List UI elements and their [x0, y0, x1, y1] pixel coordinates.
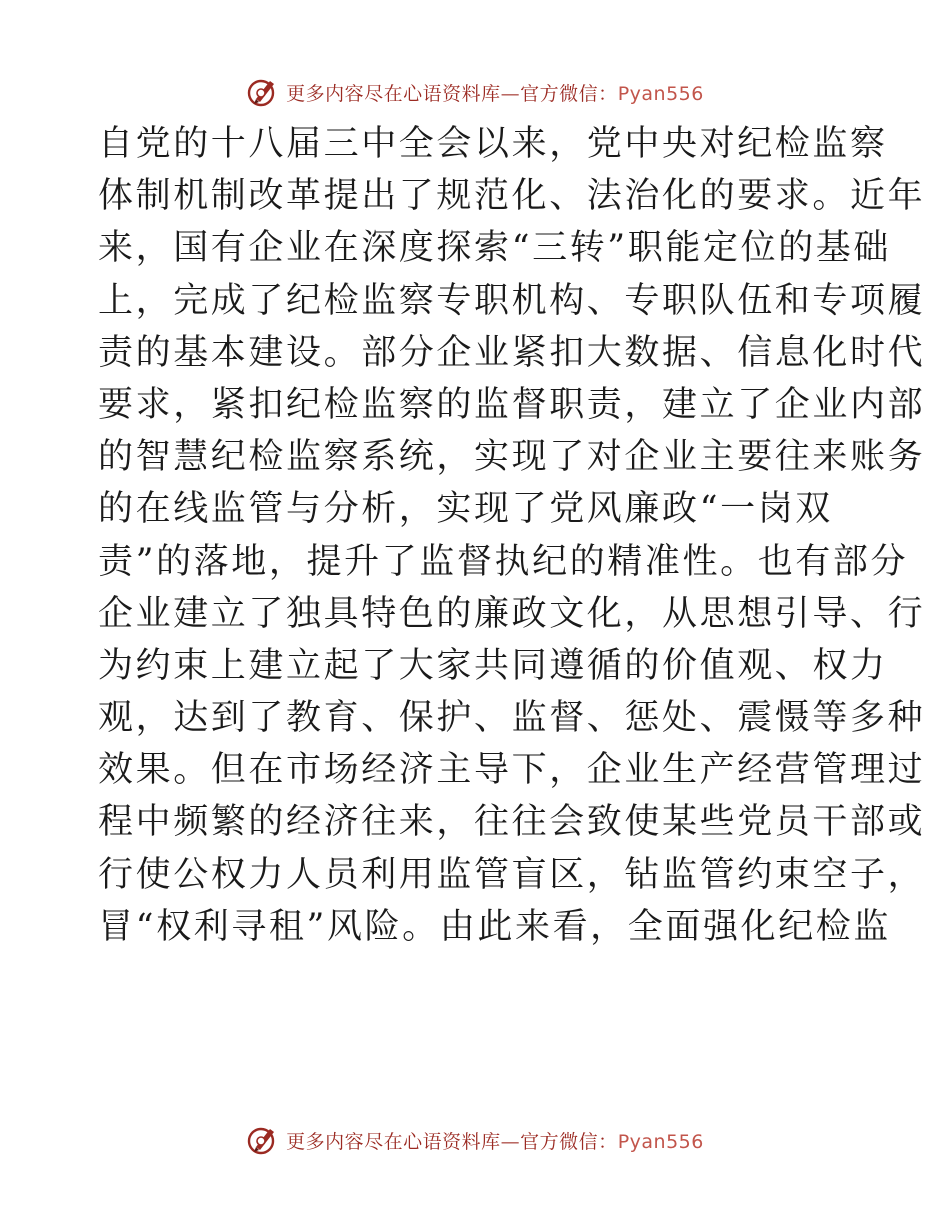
body-line: 上，完成了纪检监察专职机构、专职队伍和专项履 — [98, 280, 926, 321]
footer-banner — [0, 1120, 950, 1160]
body-line: 体制机制改革提出了规范化、法治化的要求。近年 — [98, 176, 926, 217]
footer-promo-text — [286, 1127, 704, 1154]
document-body — [98, 118, 926, 953]
footer-wechat-label: 官方微信： — [520, 1130, 618, 1153]
body-line: 的在线监管与分析，实现了党风廉政“一岗双 — [98, 489, 833, 530]
body-line: 观，达到了教育、保护、监督、惩处、震慑等多种 — [98, 698, 926, 739]
body-line: 行使公权力人员利用监管盲区，钻监管约束空子， — [98, 854, 926, 895]
pen-logo-icon — [246, 75, 280, 109]
footer-brand: 更多内容尽在心语资料库 — [286, 1130, 501, 1153]
footer-separator: — — [500, 1130, 521, 1153]
body-line: 责”的落地，提升了监督执纪的精准性。也有部分 — [98, 541, 909, 582]
body-line: 效果。但在市场经济主导下，企业生产经营管理过 — [98, 750, 926, 791]
body-line: 程中频繁的经济往来，往往会致使某些党员干部或 — [98, 802, 926, 843]
body-line: 冒“权利寻租”风险。由此来看，全面强化纪检监 — [98, 906, 891, 947]
header-banner — [0, 72, 950, 112]
body-line: 的智慧纪检监察系统，实现了对企业主要往来账务 — [98, 437, 926, 478]
header-promo-text — [286, 79, 704, 106]
body-line: 企业建立了独具特色的廉政文化，从思想引导、行 — [98, 593, 926, 634]
header-brand: 更多内容尽在心语资料库 — [286, 82, 501, 105]
header-separator: — — [500, 82, 521, 105]
body-line: 为约束上建立起了大家共同遵循的价值观、权力 — [98, 645, 888, 686]
footer-wechat-id: Pyan556 — [617, 1130, 704, 1153]
body-line: 要求，紧扣纪检监察的监督职责，建立了企业内部 — [98, 384, 926, 425]
pen-logo-icon — [246, 1123, 280, 1157]
body-line: 来，国有企业在深度探索“三转”职能定位的基础 — [98, 228, 891, 269]
body-line: 责的基本建设。部分企业紧扣大数据、信息化时代 — [98, 332, 926, 373]
header-wechat-id: Pyan556 — [617, 82, 704, 105]
header-wechat-label: 官方微信： — [520, 82, 618, 105]
body-line: 自党的十八届三中全会以来，党中央对纪检监察 — [98, 124, 888, 164]
